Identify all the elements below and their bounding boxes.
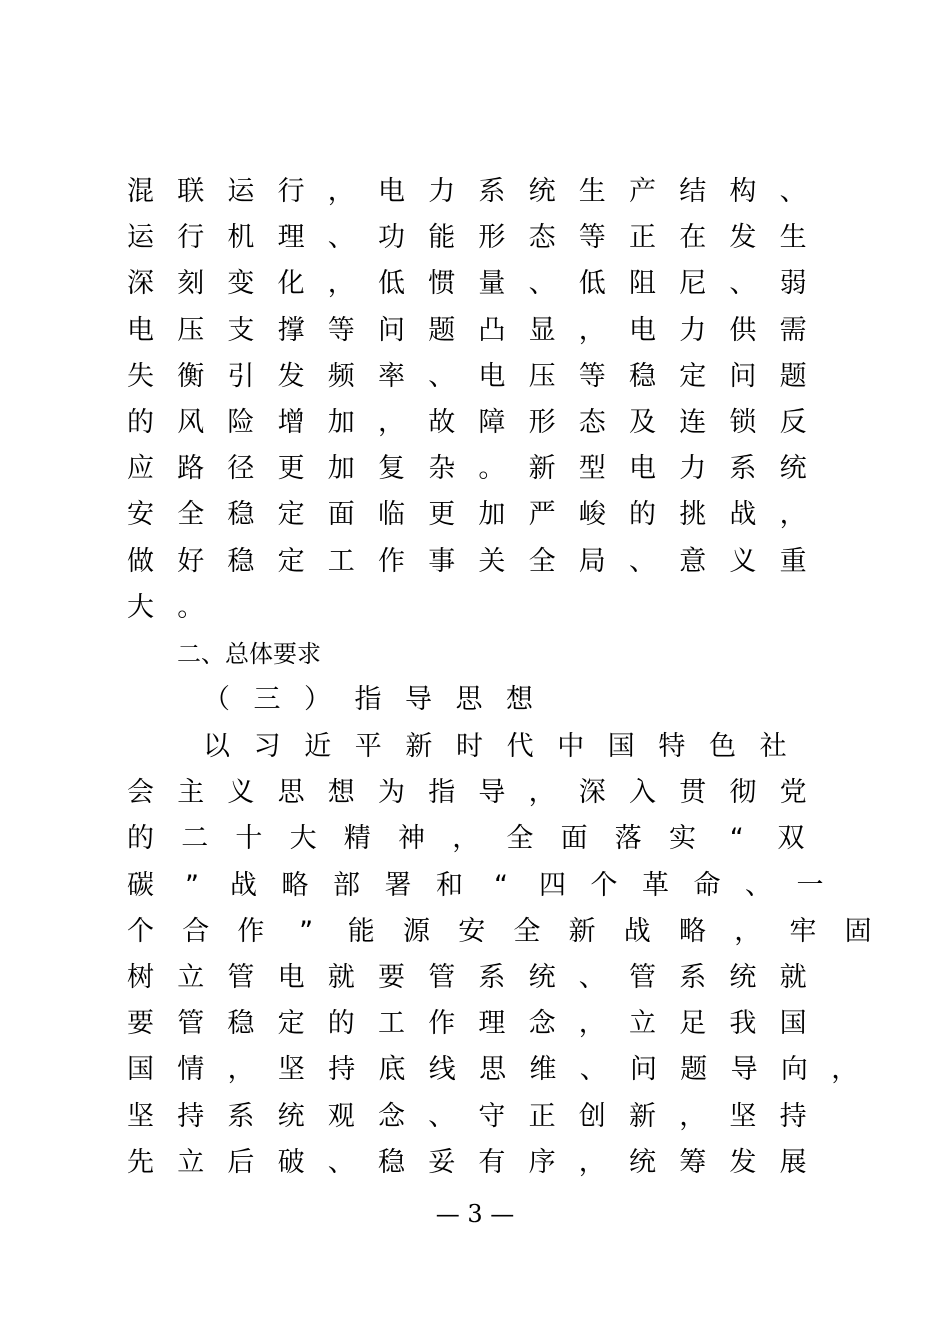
text-char: 略 [281,869,309,901]
text-char: 平 [354,731,382,762]
text-char: 立 [177,962,205,993]
text-char: ， [378,407,405,438]
text-char: ， [679,1100,707,1132]
text-char: 展 [779,1146,807,1178]
text-char: 问 [630,1054,657,1086]
text-char: 指 [354,684,382,715]
text-char: 联 [177,176,205,207]
text-char: 稳 [227,545,255,577]
text-char: 作 [428,1008,456,1040]
text-char: 要 [127,1008,154,1040]
text-char: 妥 [428,1146,456,1178]
text-char: 发 [729,1146,757,1178]
text-char: 源 [403,915,430,947]
text-char: 故 [428,407,456,438]
text-char: 色 [709,731,736,762]
text-char: ， [327,268,355,300]
text-line [127,264,817,304]
text-char: 念 [378,1100,405,1132]
text-char: ， [452,823,480,855]
text-char: 生 [779,222,807,254]
text-char: 局 [578,545,606,577]
text-char: 阻 [629,268,656,300]
text-char: 中 [557,731,585,762]
text-char: 大 [127,591,154,623]
text-char: 国 [127,1054,154,1086]
text-char: 国 [779,1008,807,1040]
text-char: 需 [779,314,807,346]
text-char: 实 [669,823,696,855]
text-char: 挑 [679,499,707,531]
text-char: 持 [177,1100,205,1132]
text-char: 力 [679,453,707,485]
text-char: 态 [578,407,606,438]
text-char: 足 [679,1008,707,1040]
text-char: 思 [455,684,483,715]
text-char: 理 [478,1008,506,1040]
text-char: 革 [642,869,669,901]
page-number: — 3 — [435,1200,515,1228]
text-char: 坚 [277,1054,305,1086]
text-char: 想 [327,777,355,809]
text-char: 安 [458,915,486,947]
text-char: 作 [378,545,405,577]
text-char: 等 [327,314,355,346]
text-char: 特 [658,731,686,762]
text-char: 后 [227,1146,255,1178]
text-line [127,495,817,535]
text-char: 、 [428,360,456,392]
text-char: 理 [277,222,305,254]
text-char: 为 [378,777,405,809]
text-char: 尼 [679,268,707,300]
text-char: 系 [729,453,757,485]
text-char: 情 [177,1054,205,1086]
text-char: ” [299,915,314,947]
text-char: 习 [253,731,281,762]
text-char: 低 [578,268,606,300]
text-char: 坚 [127,1100,154,1132]
text-char: 我 [729,1008,757,1040]
text-char: 党 [779,777,807,809]
text-char: 全 [513,915,541,947]
text-char: 率 [378,360,405,392]
text-char: 严 [528,499,556,531]
text-char: 、 [779,176,807,207]
text-char: 力 [679,314,707,346]
text-char: 系 [227,1100,255,1132]
section-heading: 二、总体要求 [177,640,321,668]
text-char: 管 [177,1008,205,1040]
text-line [127,542,817,582]
subsection-heading-line [203,680,893,720]
text-char: 障 [478,407,506,438]
text-char: 面 [327,499,355,531]
text-char: 态 [528,222,556,254]
text-char: 、 [578,962,606,993]
text-line [127,912,872,952]
text-char: 稳 [629,360,656,392]
text-char: 功 [378,222,405,254]
text-char: 定 [277,545,305,577]
text-char: 能 [428,222,456,254]
text-char: 题 [428,314,456,346]
text-char: 加 [478,499,506,531]
text-char: ， [227,1054,255,1086]
text-char: 树 [127,962,154,993]
text-char: 维 [529,1054,557,1086]
text-char: 义 [227,777,255,809]
text-char: （ [203,684,230,715]
text-char: 电 [478,360,506,392]
text-char: 观 [327,1100,355,1132]
text-char: 衡 [177,360,205,392]
text-char: 战 [623,915,651,947]
text-char: ， [779,499,807,531]
text-line [127,819,817,859]
text-char: 凸 [478,314,506,346]
text-char: 、 [729,268,757,300]
text-char: 撑 [277,314,305,346]
text-char: 问 [378,314,405,346]
text-char: 型 [578,453,606,485]
text-char: 主 [177,777,205,809]
text-line [127,403,817,443]
text-char: 线 [428,1054,456,1086]
text-char: 运 [127,222,154,254]
text-char: 重 [779,545,807,577]
text-char: 统 [528,962,556,993]
text-char: 指 [428,777,456,809]
text-char: 等 [578,222,606,254]
text-char: 创 [578,1100,606,1132]
text-char: 一 [796,869,824,901]
text-char: 、 [528,268,556,300]
text-char: 思 [277,777,305,809]
text-char: 固 [844,915,872,947]
text-char: 会 [127,777,154,809]
text-char: ， [327,176,355,207]
text-char: 个 [127,915,154,947]
text-char: 。 [478,453,506,485]
text-char: 化 [277,268,305,300]
text-char: 能 [347,915,375,947]
text-char: 想 [506,684,533,715]
text-char: 导 [478,777,506,809]
text-char: 工 [327,545,355,577]
text-char: 电 [127,314,154,346]
text-char: 深 [578,777,606,809]
text-char: 变 [227,268,255,300]
text-char: 、 [579,1054,607,1086]
text-char: 个 [590,869,618,901]
text-char: 神 [398,823,425,855]
text-char: 行 [177,222,205,254]
text-char: 义 [729,545,757,577]
text-char: 统 [277,1100,305,1132]
text-char: 国 [607,731,635,762]
text-char: 新 [568,915,596,947]
text-char: 碳 [127,869,154,901]
text-char: ” [185,869,199,901]
text-char: 稳 [227,1008,255,1040]
text-char: 风 [177,407,205,438]
text-char: 系 [478,176,506,207]
text-char: 代 [506,731,534,762]
text-char: 做 [127,545,154,577]
text-char: 守 [478,1100,506,1132]
text-char: 署 [384,869,412,901]
text-char: 作 [237,915,265,947]
text-char: 意 [679,545,707,577]
text-line [127,449,817,489]
text-char: 压 [528,360,556,392]
text-char: 运 [227,176,255,207]
text-char: 战 [230,869,257,901]
text-char: 管 [227,962,255,993]
text-char: 社 [759,731,787,762]
text-char: 新 [528,453,556,485]
text-char: 深 [127,268,154,300]
text-char: 精 [343,823,371,855]
text-char: 稳 [227,499,255,531]
text-line [127,172,817,212]
text-char: 入 [629,777,656,809]
text-char: 落 [614,823,642,855]
text-char: 题 [680,1054,708,1086]
text-char: 定 [679,360,707,392]
text-char: 立 [177,1146,205,1178]
text-char: 系 [478,962,506,993]
text-line [127,1143,817,1183]
text-char: 统 [528,176,556,207]
text-char: 产 [629,176,656,207]
text-char: 问 [729,360,757,392]
text-line [127,773,817,813]
text-char: 导 [405,684,432,715]
text-char: 合 [182,915,210,947]
text-char: 关 [478,545,506,577]
text-char: 、 [745,869,772,901]
text-char: 连 [679,407,707,438]
text-char: 电 [277,962,305,993]
text-line [127,311,817,351]
text-char: 思 [479,1054,507,1086]
text-char: 径 [227,453,255,485]
text-char: 支 [227,314,255,346]
text-char: 面 [560,823,588,855]
text-char: 加 [327,407,355,438]
text-char: 力 [428,176,456,207]
text-char: 筹 [679,1146,707,1178]
text-char: 失 [127,360,154,392]
text-char: 更 [277,453,305,485]
text-char: 加 [327,453,355,485]
text-line [127,958,817,998]
text-char: 刻 [177,268,205,300]
text-char: 近 [304,731,332,762]
text-char: 、 [327,1146,355,1178]
text-char: 频 [327,360,355,392]
text-char: 时 [456,731,483,762]
text-char: 的 [127,407,154,438]
text-char: 发 [277,360,305,392]
text-char: 正 [629,222,656,254]
text-char: 系 [679,962,707,993]
text-char: 就 [779,962,807,993]
text-char: 立 [629,1008,656,1040]
text-char: 全 [177,499,205,531]
text-char: 大 [289,823,317,855]
text-char: 惯 [428,268,456,300]
text-line [127,1097,817,1137]
text-char: 。 [177,591,205,623]
text-char: 双 [777,823,805,855]
text-char: ， [528,777,556,809]
text-char: 破 [277,1146,305,1178]
text-char: 形 [528,407,556,438]
text-char: 的 [327,1008,355,1040]
text-char: 电 [629,453,656,485]
text-char: 行 [277,176,305,207]
text-char: 新 [405,731,433,762]
text-char: 工 [378,1008,405,1040]
text-char: 峻 [578,499,606,531]
text-char: 持 [328,1054,356,1086]
text-char: 弱 [779,268,807,300]
text-char: 及 [629,407,656,438]
text-char: 十 [235,823,263,855]
text-char: 构 [729,176,757,207]
text-char: 混 [127,176,154,207]
text-char: 念 [528,1008,556,1040]
text-char: 有 [478,1146,506,1178]
text-char: ， [578,1008,606,1040]
text-char: 要 [378,962,405,993]
text-char: 彻 [729,777,757,809]
text-line [127,588,817,628]
text-char: 、 [629,545,656,577]
text-char: 形 [478,222,506,254]
text-line [127,218,817,258]
text-char: 定 [277,499,305,531]
text-char: 坚 [729,1100,757,1132]
text-char: 、 [428,1100,456,1132]
text-char: “ [494,869,508,901]
text-char: 三 [253,684,281,715]
text-char: 题 [779,360,807,392]
text-char: 在 [679,222,707,254]
text-char: 管 [428,962,456,993]
text-char: 的 [127,823,154,855]
text-char: 序 [528,1146,556,1178]
text-char: 反 [779,407,807,438]
text-char: 统 [729,962,757,993]
text-char: ） [304,684,331,715]
text-char: 贯 [679,777,707,809]
text-char: 临 [378,499,405,531]
text-char: ， [831,1054,859,1086]
text-char: ， [734,915,762,947]
text-char: 战 [729,499,757,531]
text-char: “ [729,823,744,855]
text-char: 结 [679,176,707,207]
text-char: 事 [428,545,456,577]
text-char: 路 [177,453,205,485]
text-char: 、 [327,222,355,254]
text-char: 全 [528,545,556,577]
text-char: 统 [779,453,807,485]
text-char: 部 [333,869,360,901]
text-char: 牢 [789,915,817,947]
text-line [127,1004,817,1044]
text-char: 统 [629,1146,656,1178]
text-line [127,357,817,397]
text-char: 电 [378,176,405,207]
text-char: 向 [780,1054,808,1086]
text-char: 的 [629,499,656,531]
text-line [127,1050,859,1090]
text-char: 生 [578,176,606,207]
text-char: 供 [729,314,757,346]
text-char: 就 [327,962,355,993]
text-char: 新 [629,1100,656,1132]
text-char: 全 [506,823,534,855]
text-char: ， [578,314,606,346]
text-char: 二 [181,823,209,855]
text-char: 好 [177,545,205,577]
text-char: 导 [730,1054,758,1086]
text-char: 引 [227,360,255,392]
text-char: 定 [277,1008,305,1040]
text-char: 显 [528,314,556,346]
text-char: 管 [629,962,656,993]
text-char: 正 [528,1100,556,1132]
text-char: 电 [629,314,656,346]
text-char: 命 [693,869,721,901]
text-char: 先 [127,1146,154,1178]
text-char: 略 [679,915,706,947]
text-char: 底 [378,1054,406,1086]
text-char: 安 [127,499,154,531]
text-char: 险 [227,407,255,438]
text-char: 发 [729,222,757,254]
text-line [203,727,893,767]
text-char: 稳 [378,1146,405,1178]
text-char: 复 [378,453,405,485]
text-char: 等 [578,360,606,392]
text-char: 四 [539,869,566,901]
text-char: 应 [127,453,154,485]
text-char: 持 [779,1100,807,1132]
text-line [127,866,824,906]
text-char: 更 [428,499,456,531]
text-char: ， [578,1146,606,1178]
text-char: 压 [177,314,205,346]
text-char: 机 [227,222,255,254]
text-char: 杂 [428,453,456,485]
text-char: 量 [478,268,506,300]
text-char: 和 [436,869,463,901]
text-char: 低 [378,268,405,300]
text-char: 锁 [729,407,757,438]
text-char: 增 [277,407,305,438]
text-char: 以 [203,731,230,762]
